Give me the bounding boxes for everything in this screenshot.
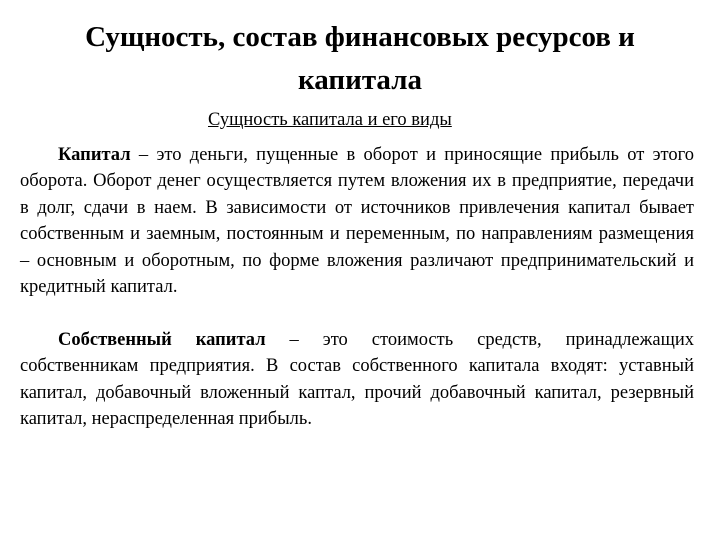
capital-definition-paragraph <box>20 142 694 300</box>
term-equity-capital: Собственный капитал <box>58 330 266 350</box>
section-subheading: Сущность капитала и его виды <box>208 110 452 130</box>
equity-definition-text: – это стоимость средств, принадлежащих собственникам предприятия. В состав собственного капитала входят: уставный капитал, добавочный вложенный каптал, прочий добавочный капитал, резервный капитал, нераспределенная прибыль. <box>20 330 694 430</box>
term-capital: Капитал <box>58 145 131 165</box>
slide-title: Сущность, состав финансовых ресурсов и капитала <box>85 21 635 96</box>
equity-definition-paragraph <box>20 327 694 433</box>
capital-definition-text: – это деньги, пущенные в оборот и приносящие прибыль от этого оборота. Оборот денег осуществляется путем вложения их в предприятие, передачи в долг, сдачи в наем. В зависимости от источников привлечения капитал бывает собственным и заемным, постоянным и переменным, по направлениям размещения – основным и оборотным, по форме вложения различают предпринимательский и кредитный капитал. <box>20 145 694 298</box>
